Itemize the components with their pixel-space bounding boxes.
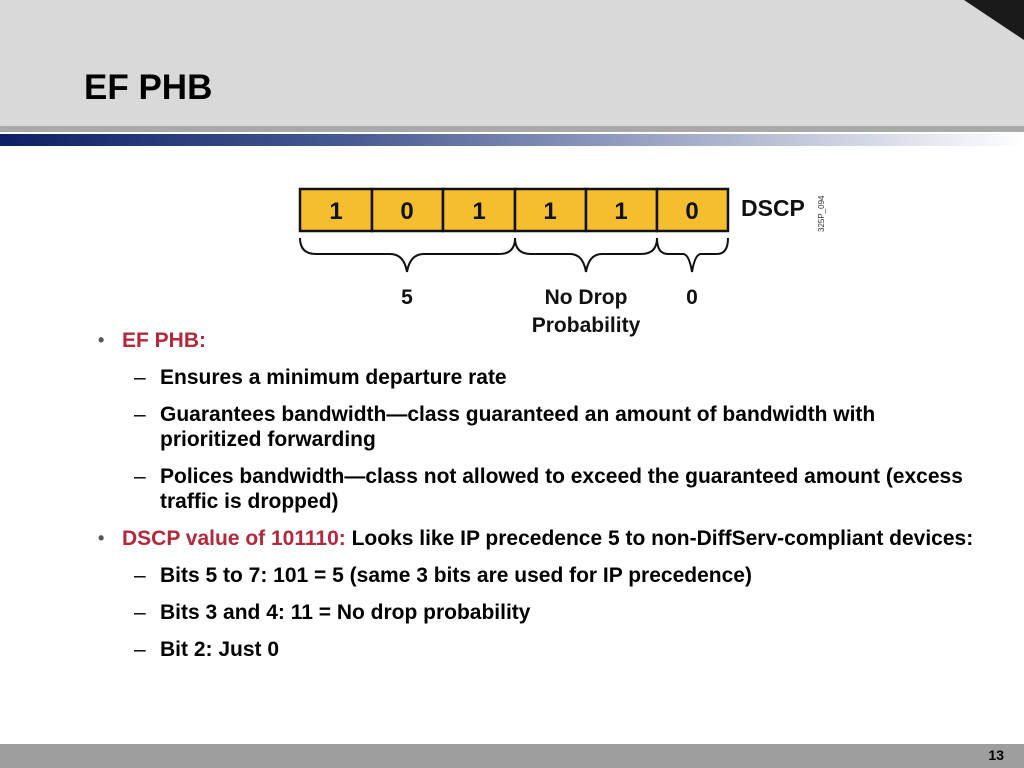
brace-drop-probability — [515, 238, 657, 272]
header-band — [0, 0, 1024, 126]
bullet-dot-icon: • — [98, 528, 105, 548]
sub-item — [96, 365, 976, 390]
sub-item-text: Bits 5 to 7: 101 = 5 (same 3 bits are used for IP precedence) — [160, 564, 752, 587]
figure-code: 325P_094 — [817, 195, 826, 232]
header-divider — [0, 126, 1024, 132]
bit-value-3: 1 — [472, 198, 486, 225]
page-number: 13 — [988, 747, 1004, 763]
sub-item-text: Ensures a minimum departure rate — [160, 366, 507, 389]
dash-icon: – — [134, 465, 146, 488]
bullet-lead: EF PHB: — [122, 329, 206, 352]
dash-icon: – — [134, 366, 146, 389]
sub-item — [96, 600, 976, 625]
bit-value-1: 1 — [329, 198, 343, 225]
slide-content — [96, 328, 976, 662]
sub-item-text: Guarantees bandwidth—class guaranteed an amount of bandwidth with prioritized forwarding — [160, 403, 876, 451]
bit-cells — [300, 189, 728, 231]
sub-item — [96, 402, 976, 452]
bit-value-2: 0 — [400, 198, 414, 225]
brace-precedence — [300, 238, 515, 272]
corner-triangle-decoration — [964, 0, 1024, 40]
dash-icon: – — [134, 403, 146, 426]
brace-last-bit — [657, 238, 728, 272]
dscp-field-label: DSCP — [741, 195, 805, 221]
sub-item-text: Bits 3 and 4: 11 = No drop probability — [160, 601, 531, 624]
slide-title: EF PHB — [84, 68, 213, 107]
footer-bar — [0, 744, 1024, 768]
dscp-bit-diagram — [290, 180, 850, 340]
dash-icon: – — [134, 601, 146, 624]
bit-value-6: 0 — [685, 198, 699, 225]
dash-icon: – — [134, 564, 146, 587]
group-label-drop-line2: Probability — [531, 314, 641, 337]
group-label-drop-line1: No Drop — [544, 286, 628, 309]
sub-item-text: Bit 2: Just 0 — [160, 638, 280, 661]
bullet-ef-phb — [96, 328, 976, 353]
gradient-divider — [0, 134, 1024, 146]
sub-item — [96, 637, 976, 662]
group-label-precedence: 5 — [401, 286, 413, 309]
sub-item — [96, 563, 976, 588]
bit-value-5: 1 — [614, 198, 628, 225]
sub-item — [96, 464, 976, 514]
group-label-last-bit: 0 — [686, 286, 698, 309]
dash-icon: – — [134, 638, 146, 661]
bullet-dscp-value — [96, 526, 976, 551]
bullet-dot-icon: • — [98, 330, 105, 350]
bit-value-4: 1 — [543, 198, 557, 225]
sub-item-text: Polices bandwidth—class not allowed to exceed the guaranteed amount (excess traffic is dropped) — [160, 465, 963, 513]
bullet-lead: DSCP value of 101110: — [122, 527, 346, 550]
bullet-text: Looks like IP precedence 5 to non-DiffServ-compliant devices: — [345, 527, 974, 550]
